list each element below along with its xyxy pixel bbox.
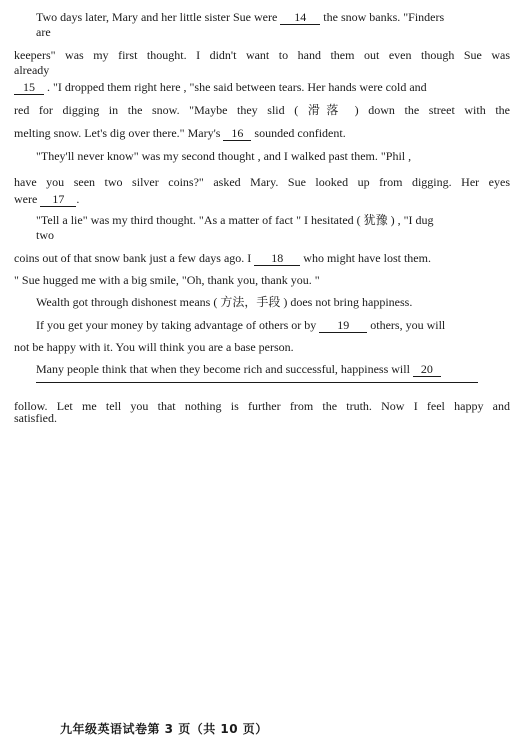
text-segment: the snow banks. "Finders [323,10,445,24]
text-segment: not be happy with it. You will think you are a base person. [14,340,294,354]
text-segment: others, you will [370,318,446,332]
page-footer: 九年级英语试卷第 3 页（共 10 页） [60,722,268,736]
passage-line [36,362,510,377]
passage-line [36,25,510,40]
text-segment: red for digging in the snow. "Maybe they slid ( 滑落 ) down the street with the [14,103,510,117]
blank-number: 14 [294,10,307,24]
blank-number: 17 [52,192,65,206]
passage-line [36,318,510,333]
text-segment: two [36,228,54,242]
passage-line [36,10,510,25]
text-segment: " Sue hugged me with a big smile, "Oh, thank you, thank you. " [14,273,320,287]
passage-line [14,103,510,118]
blank-14[interactable] [280,11,320,25]
passage-line [36,213,510,228]
passage-line [14,340,510,355]
blank-number: 20 [420,362,433,376]
blank-number: 15 [23,80,35,94]
text-segment: . [76,192,80,206]
passage-line [14,48,510,63]
text-segment: melting snow. Let's dig over there." Mary's [14,126,221,140]
passage-line [14,126,510,141]
blank-number: 19 [337,318,350,332]
passage-line [14,411,510,426]
blank-number: 18 [271,251,284,265]
passage-line [36,295,510,310]
blank-number: 16 [231,126,244,140]
text-segment: If you get your money by taking advantage of others or by [36,318,317,332]
passage-line [36,149,510,164]
text-segment: already [14,63,50,77]
text-segment: keepers" was my first thought. I didn't want to hand them out even though Sue was [14,48,510,62]
blank-19[interactable] [319,319,367,333]
text-segment: satisfied. [14,411,57,425]
text-segment: who might have lost them. [303,251,431,265]
text-segment: have you seen two silver coins?" asked Mary. Sue looked up from digging. Her eyes [14,175,510,189]
passage-line [14,251,510,266]
text-segment: coins out of that snow bank just a few days ago. I [14,251,252,265]
passage-line [14,192,510,207]
passage-line [14,63,510,78]
text-segment: Two days later, Mary and her little sister Sue were [36,10,278,24]
text-segment: "They'll never know" was my second thought , and I walked past them. "Phil , [36,149,412,163]
passage-line [36,228,510,243]
text-segment: were [14,192,38,206]
passage-line [14,273,510,288]
text-segment: "Tell a lie" was my third thought. "As a matter of fact " I hesitated ( 犹豫 ) , "I dug [36,213,434,227]
passage-line [14,175,510,190]
blank-16[interactable] [223,127,251,141]
text-segment: . "I dropped them right here , "she said between tears. Her hands were cold and [47,80,427,94]
blank-17[interactable] [40,193,76,207]
text-segment: are [36,25,51,39]
text-segment: Wealth got through dishonest means ( 方法，手段 ) does not bring happiness. [36,295,413,309]
blank-18[interactable] [254,252,300,266]
answer-line [36,382,478,383]
text-segment: sounded confident. [254,126,346,140]
blank-20[interactable] [413,363,441,377]
blank-15[interactable] [14,81,44,95]
text-segment: follow. Let me tell you that nothing is further from the truth. Now I feel happy and [14,399,510,413]
text-segment: Many people think that when they become rich and successful, happiness will [36,362,410,376]
passage-line [14,80,510,95]
